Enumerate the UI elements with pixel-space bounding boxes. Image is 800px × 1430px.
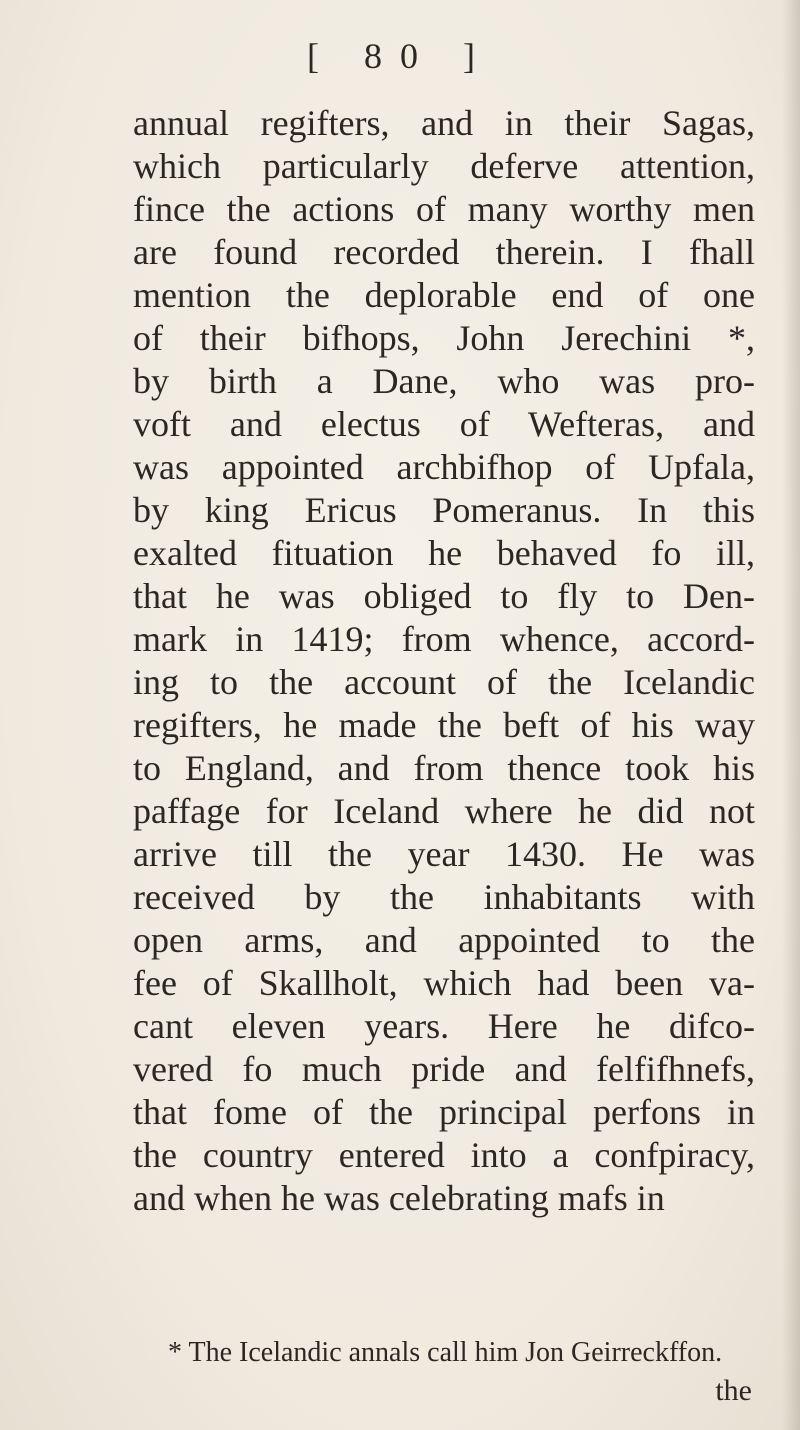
text-line: are found recorded therein. I fhall xyxy=(133,232,755,272)
footnote: * The Icelandic annals call him Jon Geirreckffon. xyxy=(168,1337,723,1368)
text-line: ing to the account of the Icelandic xyxy=(133,662,755,702)
text-line: mark in 1419; from whence, accord- xyxy=(133,619,755,659)
text-line: vered fo much pride and felfifhnefs, xyxy=(133,1049,755,1089)
main-text-block xyxy=(133,102,755,1220)
catchword: the xyxy=(715,1374,752,1407)
text-line: that he was obliged to fly to Den- xyxy=(133,576,755,616)
text-line: and when he was celebrating mafs in xyxy=(133,1178,665,1218)
text-line: by birth a Dane, who was pro- xyxy=(133,361,755,401)
text-line: of their bifhops, John Jerechini *, xyxy=(133,318,755,358)
text-line: mention the deplorable end of one xyxy=(133,275,755,315)
text-line: that fome of the principal perfons in xyxy=(133,1092,755,1132)
text-line: was appointed archbifhop of Upfala, xyxy=(133,447,755,487)
text-line: arrive till the year 1430. He was xyxy=(133,834,755,874)
text-line: fee of Skallholt, which had been va- xyxy=(133,963,755,1003)
text-line: to England, and from thence took his xyxy=(133,748,755,788)
text-line: by king Ericus Pomeranus. In this xyxy=(133,490,755,530)
text-line: the country entered into a confpiracy, xyxy=(133,1135,755,1175)
page-edge-shadow xyxy=(782,0,800,1430)
text-line: regifters, he made the beft of his way xyxy=(133,705,755,745)
text-line: annual regifters, and in their Sagas, xyxy=(133,103,755,143)
text-line: voft and electus of Wefteras, and xyxy=(133,404,755,444)
text-line: exalted fituation he behaved fo ill, xyxy=(133,533,755,573)
text-line: fince the actions of many worthy men xyxy=(133,189,755,229)
text-line: paffage for Iceland where he did not xyxy=(133,791,755,831)
text-line: which particularly deferve attention, xyxy=(133,146,755,186)
text-line: cant eleven years. Here he difco- xyxy=(133,1006,755,1046)
page-number-header: [ 80 ] xyxy=(307,36,493,76)
text-line: received by the inhabitants with xyxy=(133,877,755,917)
text-line: open arms, and appointed to the xyxy=(133,920,755,960)
